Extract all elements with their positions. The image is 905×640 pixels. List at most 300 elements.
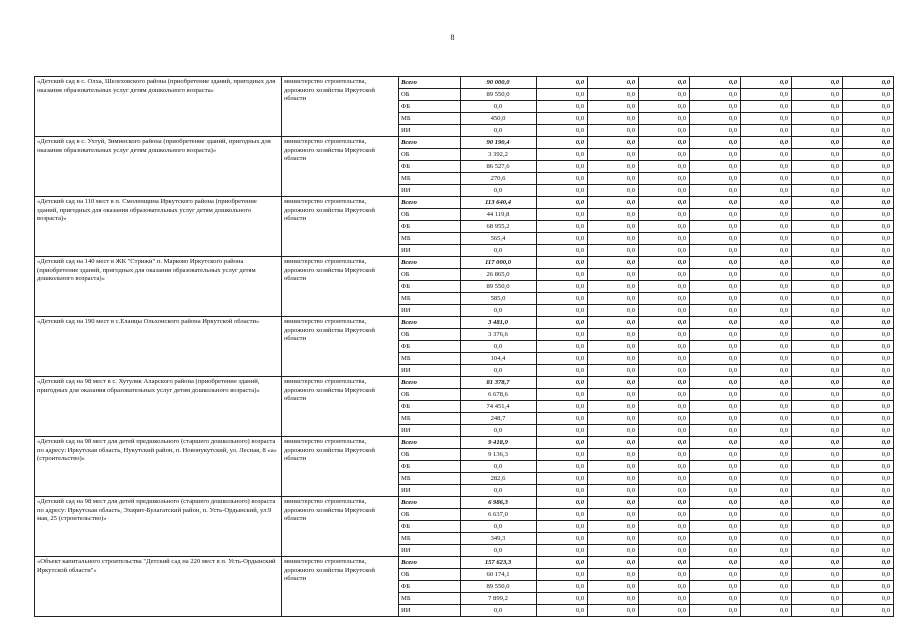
amount-cell: 157 623,3 — [461, 557, 537, 569]
funding-source: ИИ — [399, 185, 461, 197]
amount-cell: 0,0 — [639, 329, 690, 341]
funding-source: Всего — [399, 197, 461, 209]
amount-cell: 0,0 — [639, 437, 690, 449]
amount-cell: 0,0 — [588, 437, 639, 449]
amount-cell: 0,0 — [537, 509, 588, 521]
amount-cell: 0,0 — [792, 257, 843, 269]
project-name: «Детский сад на 140 мест в ЖК "Стрижи" п. Марково Иркутского района (приобретение зданий, пригодных для оказания образовательных услуг детям дошкольного возраста)» — [35, 257, 282, 317]
amount-cell: 0,0 — [537, 341, 588, 353]
funding-source: МБ — [399, 413, 461, 425]
amount-cell: 0,0 — [690, 365, 741, 377]
amount-cell: 0,0 — [843, 425, 894, 437]
amount-cell: 0,0 — [792, 101, 843, 113]
amount-cell: 0,0 — [741, 305, 792, 317]
funding-source: МБ — [399, 533, 461, 545]
amount-cell: 0,0 — [741, 77, 792, 89]
amount-cell: 7 899,2 — [461, 593, 537, 605]
amount-cell: 0,0 — [639, 449, 690, 461]
amount-cell: 0,0 — [639, 257, 690, 269]
amount-cell: 0,0 — [741, 89, 792, 101]
amount-cell: 0,0 — [690, 197, 741, 209]
amount-cell: 0,0 — [792, 353, 843, 365]
page-number: 8 — [450, 33, 455, 42]
amount-cell: 0,0 — [843, 413, 894, 425]
amount-cell: 0,0 — [639, 509, 690, 521]
amount-cell: 0,0 — [588, 233, 639, 245]
responsible-org: министерство строительства, дорожного хозяйства Иркутской области — [282, 137, 399, 197]
amount-cell: 0,0 — [537, 317, 588, 329]
amount-cell: 0,0 — [639, 365, 690, 377]
amount-cell: 0,0 — [741, 209, 792, 221]
amount-cell: 0,0 — [537, 305, 588, 317]
amount-cell: 0,0 — [537, 197, 588, 209]
amount-cell: 0,0 — [741, 101, 792, 113]
amount-cell: 0,0 — [741, 497, 792, 509]
amount-cell: 89 550,0 — [461, 89, 537, 101]
amount-cell: 282,6 — [461, 473, 537, 485]
amount-cell: 0,0 — [792, 569, 843, 581]
amount-cell: 0,0 — [792, 341, 843, 353]
amount-cell: 0,0 — [843, 545, 894, 557]
amount-cell: 0,0 — [792, 293, 843, 305]
amount-cell: 0,0 — [537, 425, 588, 437]
amount-cell: 0,0 — [639, 137, 690, 149]
amount-cell: 0,0 — [792, 161, 843, 173]
amount-cell: 0,0 — [639, 161, 690, 173]
funding-source: ИИ — [399, 545, 461, 557]
funding-source: МБ — [399, 113, 461, 125]
amount-cell: 0,0 — [792, 173, 843, 185]
amount-cell: 0,0 — [537, 569, 588, 581]
amount-cell: 0,0 — [588, 545, 639, 557]
amount-cell: 0,0 — [639, 233, 690, 245]
amount-cell: 0,0 — [639, 185, 690, 197]
amount-cell: 0,0 — [843, 461, 894, 473]
amount-cell: 0,0 — [741, 473, 792, 485]
amount-cell: 0,0 — [843, 317, 894, 329]
amount-cell: 0,0 — [843, 101, 894, 113]
funding-source: Всего — [399, 137, 461, 149]
amount-cell: 0,0 — [537, 461, 588, 473]
amount-cell: 0,0 — [690, 89, 741, 101]
amount-cell: 0,0 — [588, 557, 639, 569]
table-row — [35, 437, 894, 449]
amount-cell: 74 451,4 — [461, 401, 537, 413]
amount-cell: 0,0 — [588, 293, 639, 305]
amount-cell: 0,0 — [792, 485, 843, 497]
responsible-org: министерство строительства, дорожного хозяйства Иркутской области — [282, 257, 399, 317]
amount-cell: 3 481,0 — [461, 317, 537, 329]
amount-cell: 0,0 — [843, 521, 894, 533]
amount-cell: 0,0 — [843, 293, 894, 305]
funding-source: МБ — [399, 173, 461, 185]
amount-cell: 0,0 — [461, 125, 537, 137]
funding-source: МБ — [399, 593, 461, 605]
amount-cell: 0,0 — [588, 341, 639, 353]
amount-cell: 0,0 — [741, 173, 792, 185]
amount-cell: 0,0 — [792, 209, 843, 221]
amount-cell: 0,0 — [843, 113, 894, 125]
amount-cell: 0,0 — [690, 209, 741, 221]
funding-source: ОБ — [399, 389, 461, 401]
amount-cell: 0,0 — [537, 329, 588, 341]
amount-cell: 0,0 — [537, 521, 588, 533]
amount-cell: 0,0 — [588, 533, 639, 545]
amount-cell: 0,0 — [588, 281, 639, 293]
responsible-org: министерство строительства, дорожного хозяйства Иркутской области — [282, 437, 399, 497]
amount-cell: 0,0 — [741, 521, 792, 533]
amount-cell: 0,0 — [639, 545, 690, 557]
amount-cell: 0,0 — [741, 593, 792, 605]
amount-cell: 0,0 — [843, 125, 894, 137]
amount-cell: 0,0 — [588, 137, 639, 149]
amount-cell: 0,0 — [843, 209, 894, 221]
table-row — [35, 137, 894, 149]
responsible-org: министерство строительства, дорожного хозяйства Иркутской области — [282, 377, 399, 437]
amount-cell: 9 418,9 — [461, 437, 537, 449]
table-row — [35, 377, 894, 389]
amount-cell: 0,0 — [537, 269, 588, 281]
amount-cell: 0,0 — [588, 365, 639, 377]
amount-cell: 0,0 — [792, 437, 843, 449]
amount-cell: 0,0 — [741, 461, 792, 473]
amount-cell: 0,0 — [639, 125, 690, 137]
amount-cell: 0,0 — [639, 413, 690, 425]
amount-cell: 0,0 — [537, 605, 588, 617]
amount-cell: 0,0 — [792, 233, 843, 245]
amount-cell: 0,0 — [537, 113, 588, 125]
funding-source: ОБ — [399, 329, 461, 341]
amount-cell: 0,0 — [537, 257, 588, 269]
amount-cell: 0,0 — [690, 173, 741, 185]
amount-cell: 0,0 — [843, 245, 894, 257]
amount-cell: 0,0 — [792, 149, 843, 161]
amount-cell: 0,0 — [792, 605, 843, 617]
amount-cell: 349,3 — [461, 533, 537, 545]
funding-source: ФБ — [399, 221, 461, 233]
amount-cell: 0,0 — [639, 377, 690, 389]
amount-cell: 0,0 — [843, 581, 894, 593]
amount-cell: 0,0 — [741, 149, 792, 161]
amount-cell: 0,0 — [690, 569, 741, 581]
amount-cell: 0,0 — [639, 581, 690, 593]
amount-cell: 0,0 — [843, 173, 894, 185]
amount-cell: 0,0 — [537, 593, 588, 605]
funding-source: ИИ — [399, 125, 461, 137]
amount-cell: 0,0 — [741, 545, 792, 557]
funding-source: Всего — [399, 437, 461, 449]
amount-cell: 0,0 — [537, 365, 588, 377]
amount-cell: 0,0 — [537, 449, 588, 461]
amount-cell: 0,0 — [792, 221, 843, 233]
responsible-org: министерство строительства, дорожного хозяйства Иркутской области — [282, 497, 399, 557]
funding-source: ИИ — [399, 365, 461, 377]
amount-cell: 0,0 — [537, 545, 588, 557]
funding-table — [34, 76, 894, 617]
amount-cell: 0,0 — [741, 137, 792, 149]
amount-cell: 0,0 — [792, 137, 843, 149]
amount-cell: 0,0 — [792, 89, 843, 101]
responsible-org: министерство строительства, дорожного хозяйства Иркутской области — [282, 197, 399, 257]
amount-cell: 0,0 — [588, 449, 639, 461]
amount-cell: 0,0 — [843, 533, 894, 545]
funding-source: Всего — [399, 377, 461, 389]
amount-cell: 0,0 — [537, 473, 588, 485]
responsible-org: министерство строительства, дорожного хозяйства Иркутской области — [282, 77, 399, 137]
amount-cell: 0,0 — [792, 389, 843, 401]
amount-cell: 0,0 — [690, 77, 741, 89]
amount-cell: 0,0 — [741, 329, 792, 341]
amount-cell: 0,0 — [792, 269, 843, 281]
amount-cell: 0,0 — [537, 209, 588, 221]
amount-cell: 0,0 — [537, 173, 588, 185]
funding-source: ФБ — [399, 341, 461, 353]
amount-cell: 0,0 — [537, 233, 588, 245]
amount-cell: 0,0 — [741, 221, 792, 233]
amount-cell: 0,0 — [690, 221, 741, 233]
amount-cell: 0,0 — [537, 245, 588, 257]
amount-cell: 0,0 — [741, 353, 792, 365]
funding-source: МБ — [399, 473, 461, 485]
amount-cell: 0,0 — [690, 245, 741, 257]
amount-cell: 0,0 — [792, 197, 843, 209]
amount-cell: 0,0 — [792, 113, 843, 125]
amount-cell: 0,0 — [537, 485, 588, 497]
funding-source: ИИ — [399, 245, 461, 257]
amount-cell: 0,0 — [792, 581, 843, 593]
amount-cell: 0,0 — [843, 269, 894, 281]
amount-cell: 0,0 — [792, 185, 843, 197]
amount-cell: 0,0 — [741, 281, 792, 293]
funding-source: ОБ — [399, 569, 461, 581]
amount-cell: 0,0 — [537, 437, 588, 449]
amount-cell: 104,4 — [461, 353, 537, 365]
project-name: «Детский сад в с. Олха, Шелеховского района (приобретение зданий, пригодных для оказания образовательных услуг детям дошкольного возраста» — [35, 77, 282, 137]
amount-cell: 0,0 — [588, 569, 639, 581]
amount-cell: 0,0 — [588, 329, 639, 341]
amount-cell: 0,0 — [792, 545, 843, 557]
amount-cell: 0,0 — [639, 113, 690, 125]
amount-cell: 450,0 — [461, 113, 537, 125]
amount-cell: 0,0 — [461, 305, 537, 317]
amount-cell: 0,0 — [690, 329, 741, 341]
amount-cell: 0,0 — [588, 113, 639, 125]
amount-cell: 0,0 — [639, 101, 690, 113]
amount-cell: 0,0 — [792, 77, 843, 89]
amount-cell: 0,0 — [639, 521, 690, 533]
amount-cell: 0,0 — [537, 161, 588, 173]
amount-cell: 0,0 — [690, 425, 741, 437]
amount-cell: 0,0 — [588, 185, 639, 197]
amount-cell: 0,0 — [461, 341, 537, 353]
project-name: «Детский сад в с. Ухтуй, Зиминского района (приобретение зданий, пригодных для оказания образовательных услуг детям дошкольного возраста)» — [35, 137, 282, 197]
amount-cell: 0,0 — [588, 221, 639, 233]
amount-cell: 0,0 — [843, 377, 894, 389]
amount-cell: 0,0 — [741, 449, 792, 461]
amount-cell: 0,0 — [690, 353, 741, 365]
project-name: «Детский сад на 190 мест в с.Еланцы Ольхонского района Иркутской области» — [35, 317, 282, 377]
amount-cell: 0,0 — [461, 545, 537, 557]
amount-cell: 0,0 — [537, 557, 588, 569]
amount-cell: 0,0 — [690, 413, 741, 425]
funding-source: Всего — [399, 497, 461, 509]
amount-cell: 0,0 — [537, 377, 588, 389]
amount-cell: 0,0 — [690, 185, 741, 197]
amount-cell: 0,0 — [537, 389, 588, 401]
amount-cell: 0,0 — [690, 101, 741, 113]
amount-cell: 0,0 — [588, 161, 639, 173]
funding-source: Всего — [399, 317, 461, 329]
project-name: «Детский сад на 98 мест для детей предшкольного (старшего дошкольного) возраста по адресу: Иркутская область, Эхирит-Булагатский район, п. Усть-Ордынский, ул.9 мая, 25 (строительство)» — [35, 497, 282, 557]
amount-cell: 0,0 — [588, 197, 639, 209]
funding-source: Всего — [399, 257, 461, 269]
amount-cell: 0,0 — [588, 89, 639, 101]
amount-cell: 0,0 — [690, 401, 741, 413]
amount-cell: 0,0 — [690, 305, 741, 317]
amount-cell: 0,0 — [588, 473, 639, 485]
amount-cell: 585,0 — [461, 293, 537, 305]
amount-cell: 0,0 — [741, 389, 792, 401]
amount-cell: 0,0 — [843, 497, 894, 509]
amount-cell: 0,0 — [843, 473, 894, 485]
funding-source: Всего — [399, 77, 461, 89]
amount-cell: 0,0 — [588, 77, 639, 89]
amount-cell: 89 550,0 — [461, 581, 537, 593]
amount-cell: 0,0 — [843, 389, 894, 401]
amount-cell: 0,0 — [690, 593, 741, 605]
amount-cell: 0,0 — [792, 401, 843, 413]
amount-cell: 0,0 — [639, 281, 690, 293]
amount-cell: 0,0 — [792, 509, 843, 521]
amount-cell: 0,0 — [843, 401, 894, 413]
amount-cell: 0,0 — [639, 149, 690, 161]
amount-cell: 117 000,0 — [461, 257, 537, 269]
amount-cell: 0,0 — [588, 209, 639, 221]
amount-cell: 0,0 — [690, 437, 741, 449]
amount-cell: 0,0 — [792, 557, 843, 569]
amount-cell: 0,0 — [843, 257, 894, 269]
amount-cell: 0,0 — [639, 557, 690, 569]
amount-cell: 0,0 — [792, 281, 843, 293]
amount-cell: 0,0 — [537, 281, 588, 293]
amount-cell: 89 550,0 — [461, 281, 537, 293]
amount-cell: 0,0 — [461, 425, 537, 437]
amount-cell: 0,0 — [639, 293, 690, 305]
amount-cell: 0,0 — [843, 509, 894, 521]
amount-cell: 0,0 — [741, 425, 792, 437]
amount-cell: 0,0 — [588, 497, 639, 509]
amount-cell: 0,0 — [461, 365, 537, 377]
amount-cell: 0,0 — [639, 209, 690, 221]
amount-cell: 86 527,6 — [461, 161, 537, 173]
amount-cell: 0,0 — [690, 461, 741, 473]
table-row — [35, 257, 894, 269]
funding-source: ФБ — [399, 581, 461, 593]
amount-cell: 0,0 — [588, 269, 639, 281]
amount-cell: 0,0 — [639, 569, 690, 581]
amount-cell: 0,0 — [843, 341, 894, 353]
amount-cell: 0,0 — [792, 245, 843, 257]
amount-cell: 0,0 — [690, 545, 741, 557]
amount-cell: 0,0 — [843, 161, 894, 173]
amount-cell: 0,0 — [588, 173, 639, 185]
responsible-org: министерство строительства, дорожного хозяйства Иркутской области — [282, 557, 399, 617]
funding-source: ОБ — [399, 149, 461, 161]
funding-source: ИИ — [399, 305, 461, 317]
amount-cell: 0,0 — [741, 365, 792, 377]
amount-cell: 0,0 — [690, 125, 741, 137]
amount-cell: 0,0 — [690, 557, 741, 569]
amount-cell: 0,0 — [741, 581, 792, 593]
amount-cell: 0,0 — [843, 221, 894, 233]
amount-cell: 270,6 — [461, 173, 537, 185]
funding-source: МБ — [399, 293, 461, 305]
amount-cell: 0,0 — [537, 413, 588, 425]
amount-cell: 0,0 — [843, 305, 894, 317]
amount-cell: 0,0 — [461, 485, 537, 497]
amount-cell: 0,0 — [843, 437, 894, 449]
amount-cell: 0,0 — [639, 197, 690, 209]
funding-source: ФБ — [399, 161, 461, 173]
amount-cell: 0,0 — [741, 401, 792, 413]
amount-cell: 0,0 — [792, 329, 843, 341]
amount-cell: 113 640,4 — [461, 197, 537, 209]
amount-cell: 0,0 — [690, 257, 741, 269]
amount-cell: 0,0 — [690, 473, 741, 485]
amount-cell: 0,0 — [537, 89, 588, 101]
amount-cell: 0,0 — [588, 581, 639, 593]
amount-cell: 0,0 — [792, 473, 843, 485]
amount-cell: 0,0 — [461, 245, 537, 257]
amount-cell: 0,0 — [741, 197, 792, 209]
table-row — [35, 557, 894, 569]
amount-cell: 0,0 — [639, 485, 690, 497]
amount-cell: 0,0 — [843, 449, 894, 461]
amount-cell: 0,0 — [690, 605, 741, 617]
table-row — [35, 77, 894, 89]
amount-cell: 0,0 — [741, 377, 792, 389]
funding-source: ИИ — [399, 485, 461, 497]
amount-cell: 0,0 — [843, 77, 894, 89]
amount-cell: 0,0 — [461, 521, 537, 533]
amount-cell: 0,0 — [741, 113, 792, 125]
amount-cell: 0,0 — [639, 245, 690, 257]
amount-cell: 0,0 — [741, 245, 792, 257]
amount-cell: 0,0 — [639, 305, 690, 317]
amount-cell: 0,0 — [639, 425, 690, 437]
amount-cell: 0,0 — [588, 305, 639, 317]
funding-source: МБ — [399, 353, 461, 365]
amount-cell: 0,0 — [843, 593, 894, 605]
amount-cell: 68 955,2 — [461, 221, 537, 233]
amount-cell: 0,0 — [843, 197, 894, 209]
amount-cell: 0,0 — [639, 77, 690, 89]
amount-cell: 0,0 — [792, 449, 843, 461]
amount-cell: 0,0 — [843, 365, 894, 377]
amount-cell: 90 000,0 — [461, 77, 537, 89]
amount-cell: 0,0 — [843, 605, 894, 617]
amount-cell: 0,0 — [537, 353, 588, 365]
amount-cell: 0,0 — [537, 221, 588, 233]
project-name: «Детский сад на 98 мест в с. Хутулик Аларского района (приобретение зданий, пригодных для оказания образовательных услуг детям дошкольного возраста)» — [35, 377, 282, 437]
amount-cell: 0,0 — [843, 557, 894, 569]
amount-cell: 0,0 — [741, 233, 792, 245]
amount-cell: 0,0 — [639, 533, 690, 545]
amount-cell: 0,0 — [588, 401, 639, 413]
amount-cell: 0,0 — [690, 497, 741, 509]
amount-cell: 0,0 — [741, 161, 792, 173]
amount-cell: 0,0 — [792, 461, 843, 473]
